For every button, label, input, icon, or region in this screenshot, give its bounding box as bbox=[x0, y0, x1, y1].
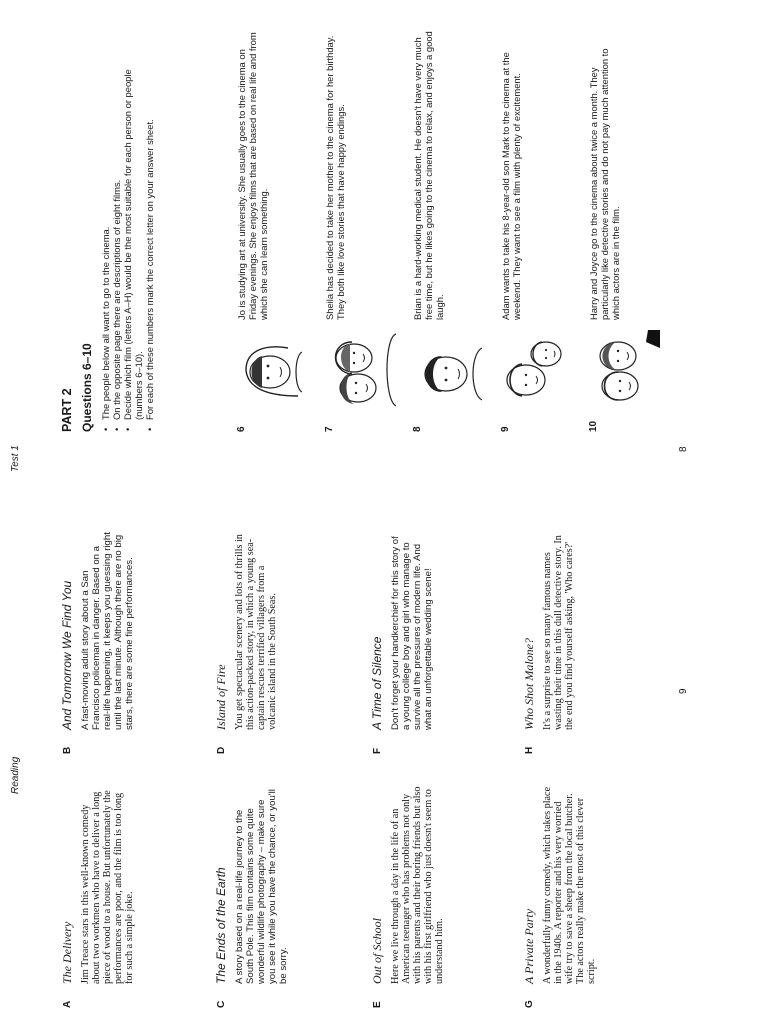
question-number: 10 bbox=[588, 420, 599, 432]
question-7 bbox=[324, 0, 402, 432]
film-title: Out of School bbox=[370, 918, 384, 984]
film-letter: E bbox=[372, 1001, 383, 1008]
instruction-item: • On the opposite page there are descriptions of eight films. bbox=[111, 32, 122, 432]
running-head-test: Test 1 bbox=[10, 445, 21, 472]
running-head-reading: Reading bbox=[10, 756, 21, 794]
question-9 bbox=[500, 0, 578, 432]
film-title: A Private Party bbox=[522, 908, 536, 984]
film-description: Here we live through a day in the life of an American teenager who has problems not only with his parents and their boring friends but also with his first girlfriend who just doesn't seem to understand him. bbox=[390, 786, 445, 984]
page-number: 8 bbox=[678, 446, 689, 452]
film-description: You get spectacular scenery and lots of thrills in this action-packed story, in which a young sea-captain rescues terrified villagers from a volcanic island in the South Seas. bbox=[234, 534, 278, 730]
instruction-item: • For each of these numbers mark the correct letter on your answer sheet. bbox=[144, 32, 155, 432]
film-description: A wonderfully funny comedy, which takes place in the 1940s. A reporter and his very worried wife try to save a sheep from the local butcher. The actors really make the most of this clever script. bbox=[542, 786, 597, 984]
instruction-item: • The people below all want to go to the cinema. bbox=[100, 32, 111, 432]
question-text: Brian is a hard-working medical student. He doesn't have very much free time, but he likes going to the cinema to relax, and enjoys a good laugh. bbox=[412, 31, 445, 320]
question-10 bbox=[588, 0, 666, 432]
film-title: A Time of Silence bbox=[370, 636, 384, 730]
film-letter: D bbox=[216, 746, 227, 754]
reading-page bbox=[0, 512, 768, 1024]
instructions-block bbox=[60, 12, 155, 432]
woman-portrait-illustration bbox=[236, 334, 302, 414]
film-title: And Tomorrow We Find You bbox=[60, 580, 74, 730]
question-number: 7 bbox=[324, 426, 335, 432]
part-title: PART 2 bbox=[60, 388, 74, 432]
film-description: A story based on a real-life journey to the South Pole. This film contains some quite wonderful wildlife photography – make sure you see it while you have the chance, or you'll be sorry. bbox=[234, 789, 289, 984]
film-description: A fast-moving adult story about a San Francisco policeman in danger. Based on a real-life happening, it keeps you guessing right until the last minute. Although there are no big stars, there are some fine performances. bbox=[80, 532, 135, 730]
question-number: 9 bbox=[500, 426, 511, 432]
film-letter: B bbox=[62, 746, 73, 754]
page-number: 9 bbox=[678, 688, 689, 694]
question-text: Sheila has decided to take her mother to the cinema for her birthday. They both like love stories that have happy endings. bbox=[324, 35, 346, 320]
question-number: 6 bbox=[236, 426, 247, 432]
film-letter: A bbox=[62, 1000, 73, 1008]
question-8 bbox=[412, 0, 490, 432]
mother-daughter-illustration bbox=[324, 330, 396, 414]
film-title: The Ends of the Earth bbox=[214, 867, 228, 984]
couple-illustration bbox=[588, 330, 660, 414]
film-letter: G bbox=[524, 1000, 535, 1008]
question-6 bbox=[236, 0, 314, 432]
film-description: Jim Treace stars in this well-known comedy about two workmen who have to deliver a long piece of wood to a house. But unfortunately the performances are poor, and the film is too long for such a simple joke. bbox=[80, 790, 135, 984]
instructions-list bbox=[100, 32, 155, 432]
instruction-item: • Decide which film (letters A–H) would be the most suitable for each person or people (numbers 6–10). bbox=[122, 32, 144, 432]
question-text: Jo is studying art at university. She usually goes to the cinema on Friday evenings. She enjoys films that are based on real life and from which she can learn something. bbox=[236, 32, 269, 320]
film-description: Don't forget your handkerchief for this story of a young college boy and girl who manage to survive all the pressures of modern life. And what an unforgettable wedding scene! bbox=[390, 536, 434, 730]
father-son-illustration bbox=[500, 330, 572, 414]
young-man-illustration bbox=[412, 334, 482, 414]
question-text: Harry and Joyce go to the cinema about twice a month. They particularly like detective stories and do not pay much attention to which actors are in the film. bbox=[588, 48, 621, 320]
film-title: Who Shot Malone? bbox=[522, 638, 536, 730]
film-title: Island of Fire bbox=[214, 664, 228, 730]
film-letter: C bbox=[216, 1000, 227, 1008]
film-title: The Delivery bbox=[60, 921, 74, 984]
question-text: Adam wants to take his 8-year-old son Mark to the cinema at the weekend. They want to see a film with plenty of excitement. bbox=[500, 52, 522, 320]
film-letter: H bbox=[524, 746, 535, 754]
film-description: It's a surprise to see so many famous names wasting their time in this dull detective story. In the end you find yourself asking, 'Who cares?' bbox=[542, 535, 575, 730]
film-letter: F bbox=[372, 747, 383, 754]
questions-label: Questions 6–10 bbox=[80, 343, 94, 432]
question-number: 8 bbox=[412, 426, 423, 432]
